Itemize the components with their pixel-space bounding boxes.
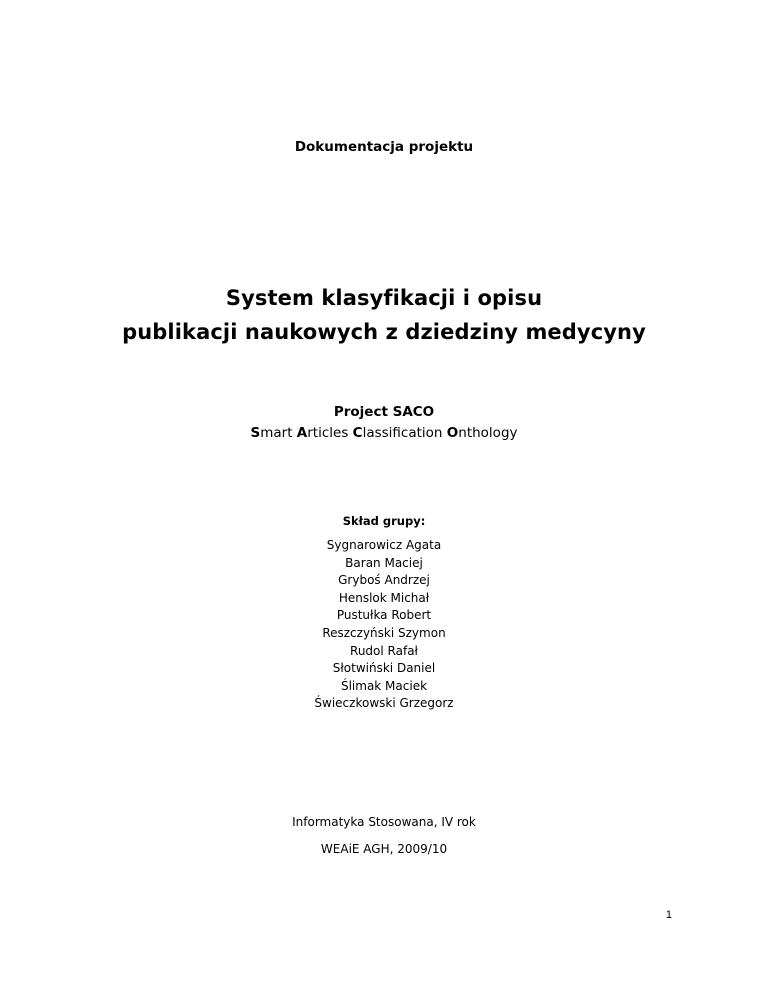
project-acronym-expansion xyxy=(0,425,768,441)
team-member: Słotwiński Daniel xyxy=(332,661,436,676)
team-member: Reszczyński Szymon xyxy=(322,625,446,640)
acronym-initial-c: C xyxy=(352,425,363,441)
acronym-initial-s: S xyxy=(250,425,261,441)
document-label: Dokumentacja projektu xyxy=(294,139,474,155)
affiliation-faculty-year: WEAiE AGH, 2009/10 xyxy=(320,842,448,856)
affiliation-program: Informatyka Stosowana, IV rok xyxy=(292,815,476,829)
team-member: Rudol Rafał xyxy=(350,643,418,658)
page-number: 1 xyxy=(665,909,672,921)
title-line-1: System klasyfikacji i opisu xyxy=(225,286,543,310)
team-member: Pustułka Robert xyxy=(336,608,432,623)
team-member-list xyxy=(0,537,768,713)
team-member: Henslok Michał xyxy=(338,590,430,605)
acronym-word-rest: rticles xyxy=(307,425,353,441)
title-line-2: publikacji naukowych z dziedziny medycyny xyxy=(122,320,646,344)
team-member: Gryboś Andrzej xyxy=(338,573,430,588)
team-member: Sygnarowicz Agata xyxy=(326,538,442,552)
team-heading: Skład grupy: xyxy=(342,514,426,528)
acronym-initial-a: A xyxy=(296,425,308,441)
acronym-initial-o: O xyxy=(446,425,459,441)
acronym-word-rest: nthology xyxy=(458,425,518,441)
project-name: Project SACO xyxy=(333,404,435,420)
team-member: Ślimak Maciek xyxy=(340,678,428,693)
team-member: Baran Maciej xyxy=(345,555,423,570)
acronym-word-rest: lassification xyxy=(362,425,447,441)
team-member: Świeczkowski Grzegorz xyxy=(314,696,454,711)
acronym-word-rest: mart xyxy=(260,425,297,441)
